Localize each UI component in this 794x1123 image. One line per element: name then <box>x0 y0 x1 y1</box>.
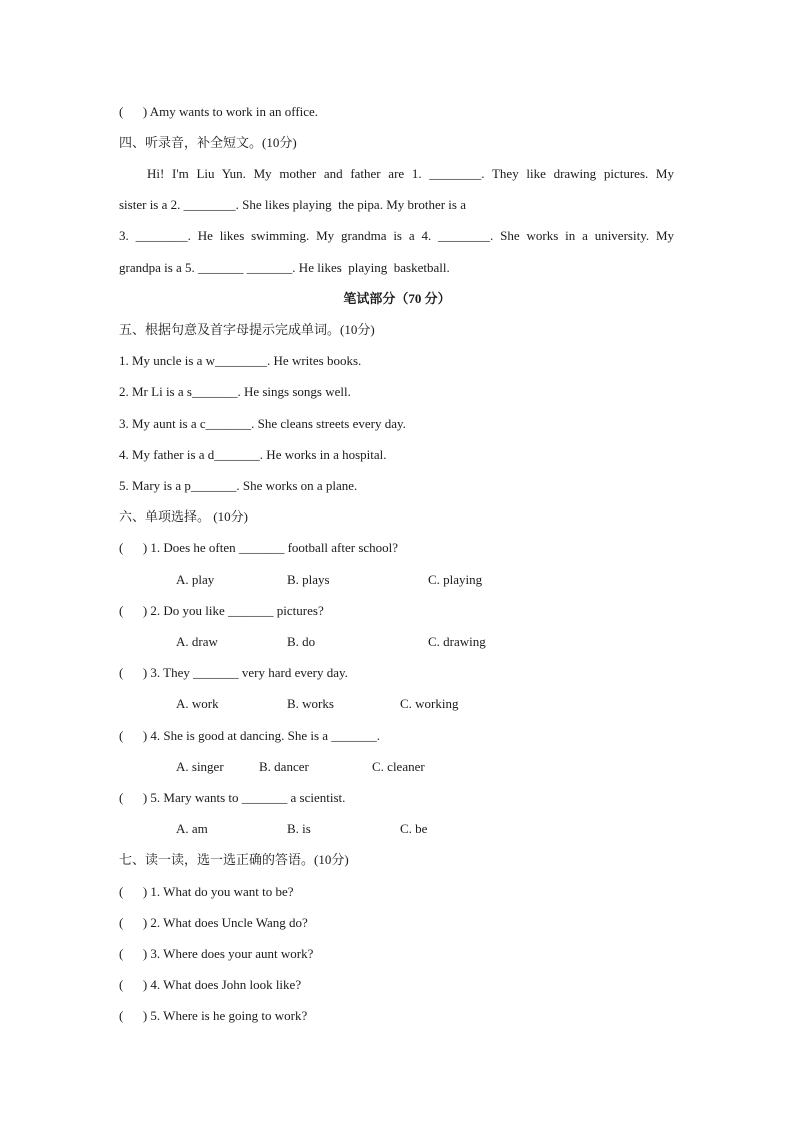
mc-question: ( ) 5. Mary wants to _______ a scientist. <box>119 790 346 805</box>
mc-option-c: C. be <box>400 821 428 836</box>
match-item: ( ) 2. What does Uncle Wang do? <box>119 915 308 930</box>
mc-question: ( ) 1. Does he often _______ football after school? <box>119 540 399 555</box>
section-6-heading: 六、单项选择。 (10分) <box>119 509 248 524</box>
mc-option-a: A. singer <box>176 759 224 774</box>
section-4-heading: 四、听录音，补全短文。(10分) <box>119 135 297 150</box>
section-5-heading: 五、根据句意及首字母提示完成单词。(10分) <box>119 322 375 337</box>
mc-option-c: C. cleaner <box>372 759 425 774</box>
mc-question: ( ) 3. They _______ very hard every day. <box>119 665 348 680</box>
mc-option-a: A. work <box>176 696 219 711</box>
mc-option-b: B. is <box>287 821 311 836</box>
fill-item: 5. Mary is a p_______. She works on a plane. <box>119 478 358 493</box>
mc-option-b: B. works <box>287 696 334 711</box>
passage-line: grandpa is a 5. _______ _______. He likes playing basketball. <box>119 260 450 275</box>
written-part-title: 笔试部分（70 分） <box>343 291 451 306</box>
mc-question: ( ) 2. Do you like _______ pictures? <box>119 603 324 618</box>
mc-question: ( ) 4. She is good at dancing. She is a _______. <box>119 728 381 743</box>
passage-line: Hi! I'm Liu Yun. My mother and father are 1. ________. They like drawing pictures. My <box>147 166 674 181</box>
match-item: ( ) 5. Where is he going to work? <box>119 1008 308 1023</box>
fill-item: 3. My aunt is a c_______. She cleans streets every day. <box>119 416 406 431</box>
match-item: ( ) 4. What does John look like? <box>119 977 302 992</box>
passage-line: 3. ________. He likes swimming. My grandma is a 4. ________. She works in a university. My <box>119 228 674 243</box>
mc-option-b: B. plays <box>287 572 330 587</box>
fill-item: 1. My uncle is a w________. He writes books. <box>119 353 362 368</box>
listening-question-last: ( ) Amy wants to work in an office. <box>119 104 319 119</box>
mc-option-a: A. draw <box>176 634 218 649</box>
section-7-heading: 七、读一读，选一选正确的答语。(10分) <box>119 852 349 867</box>
mc-option-a: A. play <box>176 572 215 587</box>
mc-option-c: C. working <box>400 696 459 711</box>
mc-option-c: C. playing <box>428 572 483 587</box>
match-item: ( ) 3. Where does your aunt work? <box>119 946 314 961</box>
mc-option-b: B. dancer <box>259 759 309 774</box>
match-item: ( ) 1. What do you want to be? <box>119 884 294 899</box>
fill-item: 4. My father is a d_______. He works in a hospital. <box>119 447 387 462</box>
mc-option-a: A. am <box>176 821 208 836</box>
mc-option-b: B. do <box>287 634 316 649</box>
mc-option-c: C. drawing <box>428 634 486 649</box>
passage-line: sister is a 2. ________. She likes playing the pipa. My brother is a <box>119 197 466 212</box>
fill-item: 2. Mr Li is a s_______. He sings songs well. <box>119 384 351 399</box>
